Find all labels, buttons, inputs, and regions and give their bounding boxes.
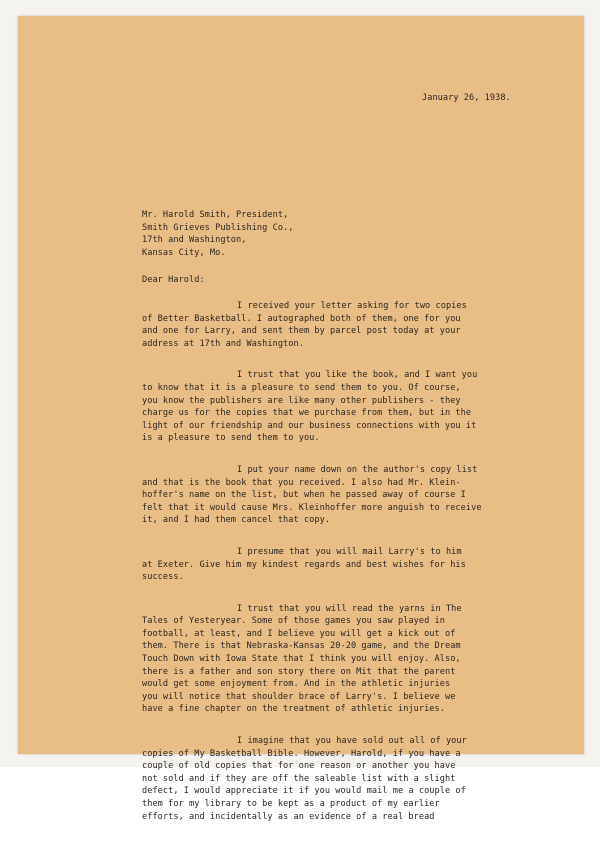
letter-date: January 26, 1938. — [422, 93, 511, 103]
paragraph-line: I put your name down on the author's copy list — [237, 464, 478, 475]
paragraph-line: and one for Larry, and sent them by parcel post today at your — [142, 326, 461, 337]
paragraph-line: I imagine that you have sold out all of your — [237, 736, 467, 747]
paragraph — [142, 735, 542, 823]
paragraph — [142, 603, 542, 716]
typed-letter — [18, 16, 584, 822]
paragraph-line: to know that it is a pleasure to send them to you. Of course, — [142, 382, 461, 393]
paragraph-line: I trust that you like the book, and I want you — [237, 370, 478, 381]
paragraph-line: I trust that you will read the yarns in The — [237, 603, 462, 614]
paragraph-line: copies of My Basketball Bible. However, Harold, if you have a — [142, 748, 461, 759]
paragraph-line: address at 17th and Washington. — [142, 338, 304, 349]
paragraph-line: at Exeter. Give him my kindest regards and best wishes for his — [142, 559, 466, 570]
paragraph-line: you know the publishers are like many other publishers - they — [142, 395, 461, 406]
recipient-line: Smith Grieves Publishing Co., — [142, 222, 294, 233]
salutation: Dear Harold: — [142, 275, 205, 285]
paragraph-line: there is a father and son story there on Mit that the parent — [142, 666, 456, 677]
paragraph — [142, 546, 542, 584]
recipient-line: Mr. Harold Smith, President, — [142, 210, 289, 220]
paragraph-line: light of our friendship and our business connections with you it — [142, 420, 477, 431]
paragraph-line: defect, I would appreciate it if you would mail me a couple of — [142, 786, 466, 797]
paragraph-line: of Better Basketball. I autographed both of them, one for you — [142, 313, 461, 324]
paragraph-line: you will notice that shoulder brace of Larry's. I believe we — [142, 691, 456, 702]
paragraph-line: football, at least, and I believe you will get a kick out of — [142, 628, 456, 639]
paragraph-line: is a pleasure to send them to you. — [142, 433, 320, 444]
paragraph-line: I presume that you will mail Larry's to him — [237, 546, 462, 557]
paragraph-line: charge us for the copies that we purchase from them, but in the — [142, 408, 472, 419]
recipient-line: 17th and Washington, — [142, 235, 247, 246]
paragraph-line: Touch Down with Iowa State that I think you will enjoy. Also, — [142, 654, 461, 665]
paragraph-line: hoffer's name on the list, but when he passed away of course I — [142, 490, 466, 501]
recipient-address — [142, 209, 294, 259]
paragraph — [142, 300, 542, 350]
paragraph-line: have a fine chapter on the treatment of athletic injuries. — [142, 704, 445, 715]
recipient-line: Kansas City, Mo. — [142, 247, 226, 258]
paragraph-line: efforts, and incidentally as an evidence of a real bread — [142, 811, 435, 822]
paragraph-line: not sold and if they are off the saleable list with a slight — [142, 773, 456, 784]
paragraph-line: success. — [142, 572, 184, 583]
paragraph-line: would get some enjoyment from. And in the athletic injuries — [142, 679, 451, 690]
paragraph — [142, 464, 542, 527]
paragraph-line: Tales of Yesteryear. Some of those games you saw played in — [142, 616, 445, 627]
paragraph-line: it, and I had them cancel that copy. — [142, 515, 331, 526]
paragraph-line: them. There is that Nebraska-Kansas 20-20 game, and the Dream — [142, 641, 461, 652]
paragraph-line: and that is the book that you received. I also had Mr. Klein- — [142, 477, 461, 488]
paragraph-line: felt that it would cause Mrs. Kleinhoffer more anguish to receive — [142, 502, 482, 513]
paragraph-line: couple of old copies that for one reason or another you have — [142, 761, 456, 772]
letter-page — [18, 16, 584, 822]
paragraph-line: them for my library to be kept as a product of my earlier — [142, 799, 440, 809]
letter-body — [142, 300, 542, 842]
paragraph — [142, 369, 542, 445]
paragraph-line: I received your letter asking for two copies — [237, 301, 467, 311]
